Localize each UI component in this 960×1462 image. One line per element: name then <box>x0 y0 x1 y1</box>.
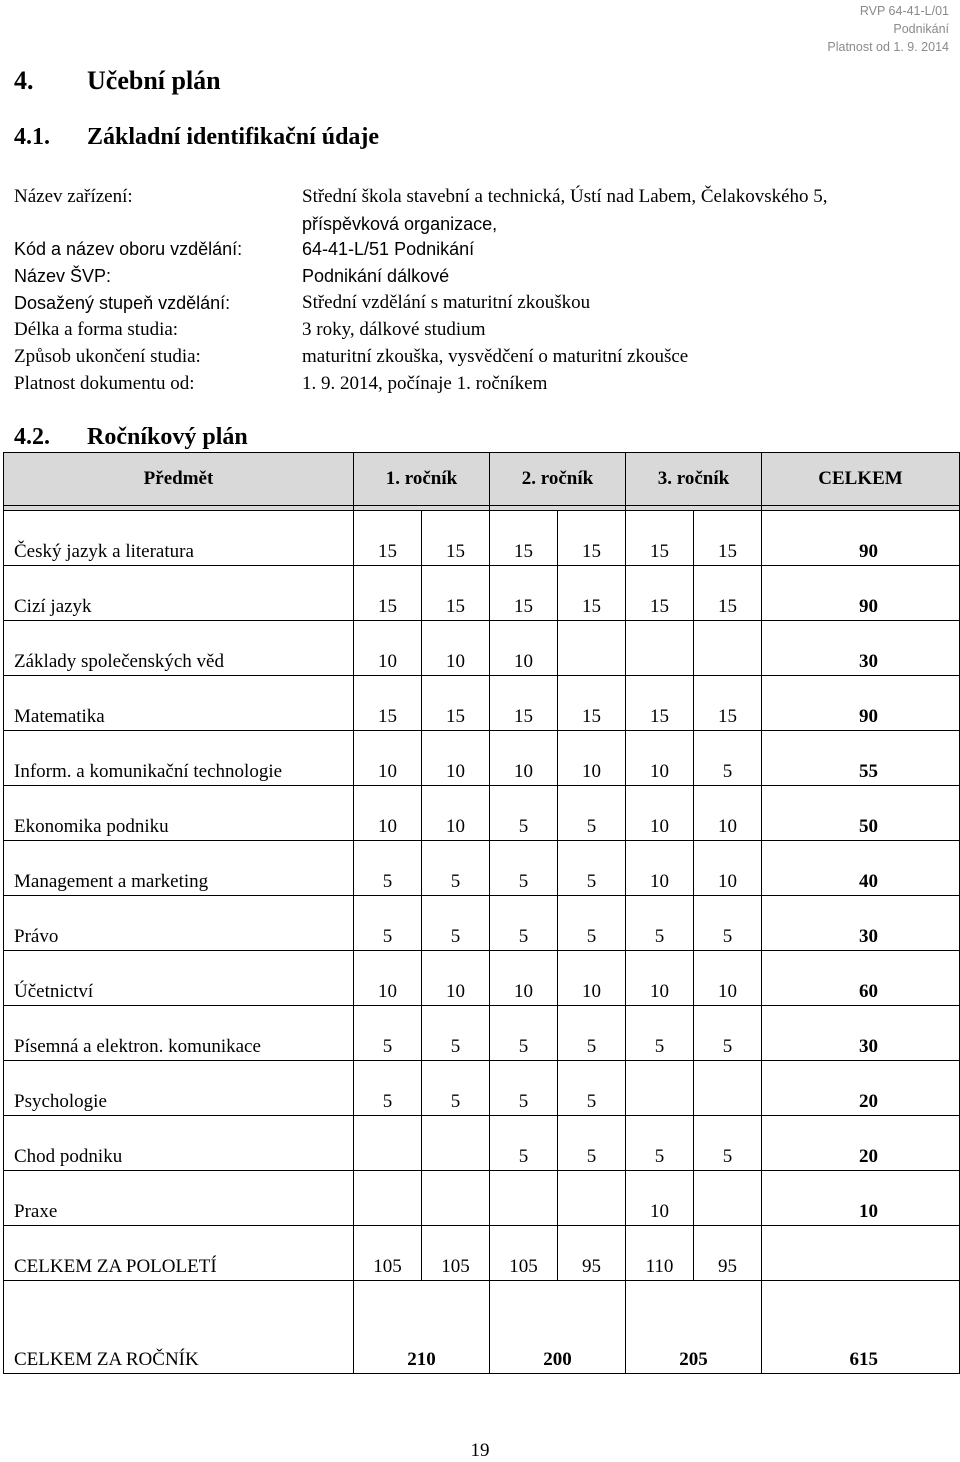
hours-cell: 5 <box>490 1061 558 1116</box>
hours-cell <box>626 1061 694 1116</box>
total-cell: 30 <box>762 896 960 951</box>
hours-cell: 15 <box>422 676 490 731</box>
table-row <box>4 951 960 1006</box>
header-year-2: 2. ročník <box>490 453 626 506</box>
hours-cell: 15 <box>558 566 626 621</box>
subject-cell: Chod podniku <box>4 1116 354 1171</box>
hours-cell: 5 <box>354 896 422 951</box>
info-value-platnost: 1. 9. 2014, počínaje 1. ročníkem <box>302 373 548 394</box>
hours-cell: 5 <box>558 841 626 896</box>
hours-cell: 15 <box>422 511 490 566</box>
total-cell: 50 <box>762 786 960 841</box>
total-cell: 55 <box>762 731 960 786</box>
subject-cell: Management a marketing <box>4 841 354 896</box>
subject-cell: Základy společenských věd <box>4 621 354 676</box>
hours-cell: 105 <box>354 1226 422 1281</box>
hours-cell: 5 <box>354 841 422 896</box>
table-row <box>4 1171 960 1226</box>
hours-cell: 95 <box>558 1226 626 1281</box>
hours-cell: 5 <box>626 896 694 951</box>
hours-cell: 10 <box>694 786 762 841</box>
subject-cell: Psychologie <box>4 1061 354 1116</box>
subject-cell: Matematika <box>4 676 354 731</box>
hours-cell <box>558 621 626 676</box>
hours-cell: 10 <box>694 951 762 1006</box>
hours-cell: 5 <box>422 896 490 951</box>
hours-cell: 5 <box>694 731 762 786</box>
document-header-meta <box>827 2 949 56</box>
hours-cell: 15 <box>422 566 490 621</box>
header-year-1: 1. ročník <box>354 453 490 506</box>
hours-cell: 5 <box>694 896 762 951</box>
table-row <box>4 1116 960 1171</box>
hours-cell: 15 <box>694 511 762 566</box>
total-cell: 20 <box>762 1061 960 1116</box>
hours-cell: 10 <box>354 621 422 676</box>
hours-cell: 5 <box>490 896 558 951</box>
hours-cell: 10 <box>490 951 558 1006</box>
hours-cell: 10 <box>354 951 422 1006</box>
table-row <box>4 841 960 896</box>
total-cell: 90 <box>762 676 960 731</box>
table-row <box>4 621 960 676</box>
hours-cell: 15 <box>490 511 558 566</box>
hours-cell: 10 <box>354 731 422 786</box>
year-total-label: CELKEM ZA ROČNÍK <box>4 1281 354 1374</box>
hours-cell: 10 <box>422 786 490 841</box>
hours-cell <box>626 621 694 676</box>
hours-cell: 15 <box>626 511 694 566</box>
hours-cell: 5 <box>354 1061 422 1116</box>
hours-cell <box>694 1061 762 1116</box>
total-cell: 90 <box>762 511 960 566</box>
subject-cell: Cizí jazyk <box>4 566 354 621</box>
hours-cell: 10 <box>490 621 558 676</box>
total-cell: 30 <box>762 621 960 676</box>
hours-cell: 15 <box>354 511 422 566</box>
total-cell: 20 <box>762 1116 960 1171</box>
hours-cell <box>422 1116 490 1171</box>
subject-cell: CELKEM ZA POLOLETÍ <box>4 1226 354 1281</box>
year-total-2: 200 <box>490 1281 626 1374</box>
hours-cell: 10 <box>694 841 762 896</box>
hours-cell: 15 <box>354 566 422 621</box>
subject-cell: Právo <box>4 896 354 951</box>
info-value-nazev-svp: Podnikání dálkové <box>302 266 450 286</box>
table-row <box>4 1061 960 1116</box>
hours-cell: 15 <box>694 676 762 731</box>
table-row <box>4 731 960 786</box>
curriculum-table <box>3 452 960 1374</box>
hours-cell: 10 <box>626 731 694 786</box>
hours-cell: 10 <box>490 731 558 786</box>
section-number: 4.2. <box>14 424 50 450</box>
subject-cell: Český jazyk a literatura <box>4 511 354 566</box>
hours-cell: 5 <box>558 1116 626 1171</box>
hours-cell <box>490 1171 558 1226</box>
info-label-nazev-zarizeni: Název zařízení: <box>14 186 133 207</box>
info-label-delka-studia: Délka a forma studia: <box>14 319 179 340</box>
hours-cell: 5 <box>626 1116 694 1171</box>
hours-cell: 5 <box>490 1006 558 1061</box>
total-cell <box>762 1226 960 1281</box>
total-cell: 10 <box>762 1171 960 1226</box>
hours-cell: 15 <box>558 676 626 731</box>
total-cell: 40 <box>762 841 960 896</box>
hours-cell: 10 <box>558 951 626 1006</box>
table-row <box>4 896 960 951</box>
subject-cell: Účetnictví <box>4 951 354 1006</box>
info-value-nazev-zarizeni-2: příspěvková organizace, <box>302 214 498 234</box>
hours-cell: 5 <box>490 841 558 896</box>
info-label-kod-oboru: Kód a název oboru vzdělání: <box>14 239 243 259</box>
table-row <box>4 676 960 731</box>
info-value-nazev-zarizeni-1: Střední škola stavební a technická, Ústí nad Labem, Čelakovského 5, <box>302 186 828 207</box>
year-total-sum: 615 <box>762 1281 960 1374</box>
hours-cell <box>694 1171 762 1226</box>
hours-cell: 5 <box>558 1006 626 1061</box>
section-title: Základní identifikační údaje <box>87 124 380 150</box>
year-total-row <box>4 1281 960 1374</box>
info-label-zpusob-ukonceni: Způsob ukončení studia: <box>14 346 201 367</box>
info-value-delka-studia: 3 roky, dálkové studium <box>302 319 486 340</box>
hours-cell: 5 <box>558 1061 626 1116</box>
info-value-stupen-vzdelani: Střední vzdělání s maturitní zkouškou <box>302 292 591 313</box>
section-title: Učební plán <box>87 66 221 95</box>
hours-cell: 15 <box>558 511 626 566</box>
section-title: Ročníkový plán <box>87 424 248 450</box>
header-total: CELKEM <box>762 453 960 506</box>
hours-cell: 15 <box>626 566 694 621</box>
hours-cell: 15 <box>354 676 422 731</box>
subject-cell: Písemná a elektron. komunikace <box>4 1006 354 1061</box>
header-year-3: 3. ročník <box>626 453 762 506</box>
hours-cell: 15 <box>694 566 762 621</box>
hours-cell: 10 <box>422 951 490 1006</box>
hours-cell: 10 <box>626 786 694 841</box>
hours-cell: 5 <box>422 841 490 896</box>
hours-cell: 105 <box>490 1226 558 1281</box>
page-number: 19 <box>470 1440 490 1461</box>
section-heading-4-2 <box>14 424 248 451</box>
subject-cell: Ekonomika podniku <box>4 786 354 841</box>
hours-cell <box>694 621 762 676</box>
hours-cell: 5 <box>490 1116 558 1171</box>
hours-cell: 5 <box>694 1006 762 1061</box>
section-heading-4-1 <box>14 124 379 151</box>
section-heading-4 <box>14 66 221 96</box>
table-row <box>4 786 960 841</box>
hours-cell: 15 <box>490 676 558 731</box>
info-value-zpusob-ukonceni: maturitní zkouška, vysvědčení o maturitní zkoušce <box>302 346 689 367</box>
hours-cell: 10 <box>422 731 490 786</box>
hours-cell: 5 <box>422 1006 490 1061</box>
total-cell: 90 <box>762 566 960 621</box>
year-total-1: 210 <box>354 1281 490 1374</box>
hours-cell <box>354 1171 422 1226</box>
hours-cell: 5 <box>558 896 626 951</box>
table-row <box>4 566 960 621</box>
table-row <box>4 1226 960 1281</box>
hours-cell: 10 <box>626 1171 694 1226</box>
section-number: 4.1. <box>14 124 50 150</box>
total-cell: 30 <box>762 1006 960 1061</box>
hours-cell: 95 <box>694 1226 762 1281</box>
hours-cell: 15 <box>490 566 558 621</box>
info-label-platnost: Platnost dokumentu od: <box>14 373 195 394</box>
hours-cell: 10 <box>422 621 490 676</box>
hours-cell: 10 <box>626 841 694 896</box>
total-cell: 60 <box>762 951 960 1006</box>
subject-cell: Praxe <box>4 1171 354 1226</box>
hours-cell: 5 <box>694 1116 762 1171</box>
hours-cell: 5 <box>626 1006 694 1061</box>
info-value-kod-oboru: 64-41-L/51 Podnikání <box>302 239 475 259</box>
hours-cell: 10 <box>558 731 626 786</box>
section-number: 4. <box>14 66 34 95</box>
hours-cell: 10 <box>626 951 694 1006</box>
hours-cell: 15 <box>626 676 694 731</box>
table-row <box>4 511 960 566</box>
table-row <box>4 1006 960 1061</box>
subject-cell: Inform. a komunikační technologie <box>4 731 354 786</box>
header-field: Podnikání <box>893 22 949 36</box>
info-label-nazev-svp: Název ŠVP: <box>14 266 112 286</box>
hours-cell: 10 <box>354 786 422 841</box>
info-label-stupen-vzdelani: Dosažený stupeň vzdělání: <box>14 293 231 313</box>
hours-cell <box>422 1171 490 1226</box>
hours-cell <box>558 1171 626 1226</box>
hours-cell: 5 <box>422 1061 490 1116</box>
hours-cell: 110 <box>626 1226 694 1281</box>
hours-cell: 5 <box>558 786 626 841</box>
table-header-row <box>4 453 960 506</box>
hours-cell: 5 <box>354 1006 422 1061</box>
header-validity: Platnost od 1. 9. 2014 <box>827 40 949 54</box>
year-total-3: 205 <box>626 1281 762 1374</box>
hours-cell: 5 <box>490 786 558 841</box>
hours-cell <box>354 1116 422 1171</box>
header-subject: Předmět <box>4 453 354 506</box>
header-rvp: RVP 64-41-L/01 <box>859 4 949 18</box>
hours-cell: 105 <box>422 1226 490 1281</box>
